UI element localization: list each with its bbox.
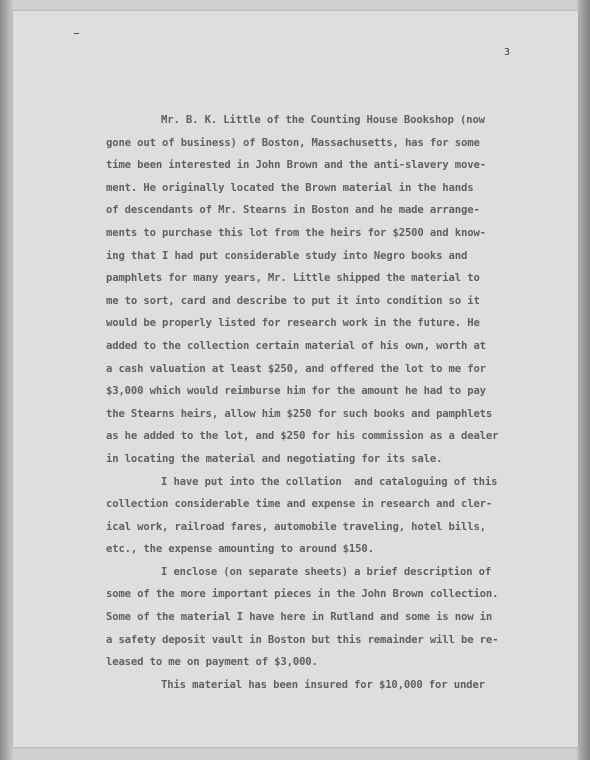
text-line: me to sort, card and describe to put it into condition so it xyxy=(106,294,480,307)
text-line: the Stearns heirs, allow him $250 for such books and pamphlets xyxy=(106,407,493,420)
text-line: This material has been insured for $10,000 for under xyxy=(161,678,485,691)
text-line: a safety deposit vault in Boston but this remainder will be re- xyxy=(106,633,499,646)
text-line: ment. He originally located the Brown material in the hands xyxy=(106,181,474,194)
text-line: ments to purchase this lot from the heirs for $2500 and know- xyxy=(106,226,486,239)
text-line: in locating the material and negotiating for its sale. xyxy=(106,452,443,465)
text-line: pamphlets for many years, Mr. Little shipped the material to xyxy=(106,272,480,285)
text-line: collection considerable time and expense in research and cler- xyxy=(106,498,493,511)
text-line: time been interested in John Brown and the anti-slavery move- xyxy=(106,159,486,172)
text-line: I enclose (on separate sheets) a brief description of xyxy=(161,565,492,578)
pencil-mark xyxy=(74,33,79,34)
page-number: 3 xyxy=(504,47,511,58)
text-line: leased to me on payment of $3,000. xyxy=(106,656,318,669)
text-line: some of the more important pieces in the John Brown collection. xyxy=(106,588,499,601)
text-line: as he added to the lot, and $250 for his commission as a dealer xyxy=(106,430,499,443)
text-line: etc., the expense amounting to around $150. xyxy=(106,543,374,556)
text-line: ing that I had put considerable study into Negro books and xyxy=(106,249,468,262)
letter-body xyxy=(106,109,546,696)
text-line: of descendants of Mr. Stearns in Boston and he made arrange- xyxy=(106,204,480,217)
text-line: $3,000 which would reimburse him for the amount he had to pay xyxy=(106,385,486,398)
text-line: a cash valuation at least $250, and offered the lot to me for xyxy=(106,362,486,375)
text-line: ical work, railroad fares, automobile traveling, hotel bills, xyxy=(106,520,486,533)
text-line: gone out of business) of Boston, Massachusetts, has for some xyxy=(106,136,480,149)
text-line: added to the collection certain material of his own, worth at xyxy=(106,339,486,352)
text-line: would be properly listed for research work in the future. He xyxy=(106,317,480,330)
text-line: Some of the material I have here in Rutland and some is now in xyxy=(106,611,493,624)
text-line: Mr. B. K. Little of the Counting House Bookshop (now xyxy=(161,114,485,126)
text-line: I have put into the collation and cataloguing of this xyxy=(161,475,498,488)
